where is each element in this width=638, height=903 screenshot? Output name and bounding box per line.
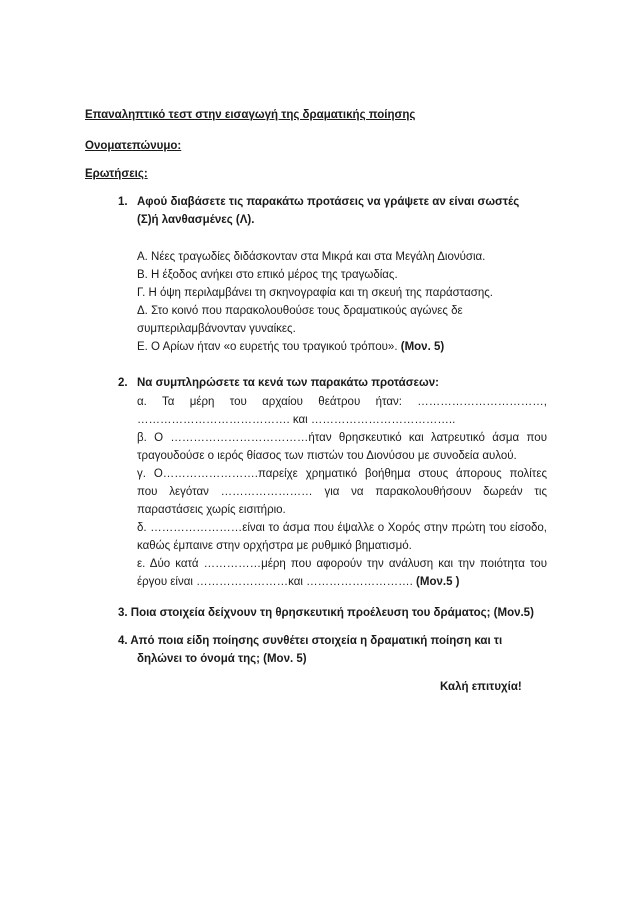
q1-statement-d-line1: Δ. Στο κοινό που παρακολουθούσε τους δραματικούς αγώνες δε [137, 305, 463, 317]
q2-points: (Μον.5 ) [416, 576, 460, 588]
q2-prompt: Να συμπληρώσετε τα κενά των παρακάτω προτάσεων: [137, 377, 439, 389]
closing-wish: Καλή επιτυχία! [440, 681, 522, 693]
q2-item-c-line1: γ. Ο…………………….παρείχε χρηματικό βοήθημα στους άπορους πολίτες [137, 468, 547, 480]
q1-statement-b: Β. Η έξοδος ανήκει στο επικό μέρος της τραγωδίας. [137, 269, 398, 281]
q2-item-a-line2: …………………………………. και ……………………………….. [137, 414, 456, 426]
q1-points: (Μον. 5) [400, 341, 445, 353]
q2-item-a-line1: α. Τα μέρη του αρχαίου θεάτρου ήταν: ……………………………, [137, 396, 547, 408]
q4-line2: δηλώνει το όνομά της; (Μον. 5) [137, 653, 307, 665]
q2-item-e-line2 [137, 575, 460, 589]
q2-item-c-line2: που λεγόταν …………………… για να παρακολουθήσουν δωρεάν τις [137, 486, 547, 498]
q2-item-e-line1: ε. Δύο κατά ……………μέρη που αφορούν την ανάλυση και την ποιότητα του [137, 558, 547, 570]
q2-item-d-line1: δ. ……………………είναι το άσμα που έψαλλε ο Χορός στην πρώτη του είσοδο, [137, 522, 547, 534]
q1-statement-e [137, 340, 444, 354]
q2-item-b-line1: β. Ο ………………………………ήταν θρησκευτικό και λατρευτικό άσμα που [137, 432, 547, 444]
q2-item-c-line3: παραστάσεις χωρίς εισιτήριο. [137, 504, 286, 516]
q1-prompt-line1: Αφού διαβάσετε τις παρακάτω προτάσεις να γράψετε αν είναι σωστές [137, 196, 520, 208]
q2-item-b-line2: τραγουδούσε ο ιερός θίασος των πιστών του Διονύσου με συνοδεία αυλού. [137, 450, 517, 462]
q1-statement-e-text: Ε. Ο Αρίων ήταν «ο ευρετής του τραγικού τρόπου». [137, 341, 398, 353]
q1-statement-d-line2: συμπεριλαμβάνονταν γυναίκες. [137, 323, 296, 335]
q2-item-e-line2-text: έργου είναι ……………………και ………………………. [137, 576, 413, 588]
q4-line1: 4. Από ποια είδη ποίησης συνθέτει στοιχεία η δραματική ποίηση και τι [118, 635, 503, 647]
q2-item-d-line2: καθώς έμπαινε στην ορχήστρα με ρυθμικό βηματισμό. [137, 540, 412, 552]
name-label: Ονοματεπώνυμο: [85, 140, 182, 152]
q1-prompt-line2: (Σ)ή λανθασμένες (Λ). [137, 214, 255, 226]
q1-number: 1. [118, 196, 128, 208]
document-title: Επαναληπτικό τεστ στην εισαγωγή της δραματικής ποίησης [85, 109, 416, 121]
q1-statement-c: Γ. Η όψη περιλαμβάνει τη σκηνογραφία και τη σκευή της παράστασης. [137, 287, 494, 299]
q2-number: 2. [118, 377, 128, 389]
q1-statement-a: Α. Νέες τραγωδίες διδάσκονταν στα Μικρά και στα Μεγάλη Διονύσια. [137, 251, 486, 263]
q3-text: 3. Ποια στοιχεία δείχνουν τη θρησκευτική προέλευση του δράματος; (Μον.5) [118, 607, 534, 619]
questions-label: Ερωτήσεις: [85, 168, 148, 180]
